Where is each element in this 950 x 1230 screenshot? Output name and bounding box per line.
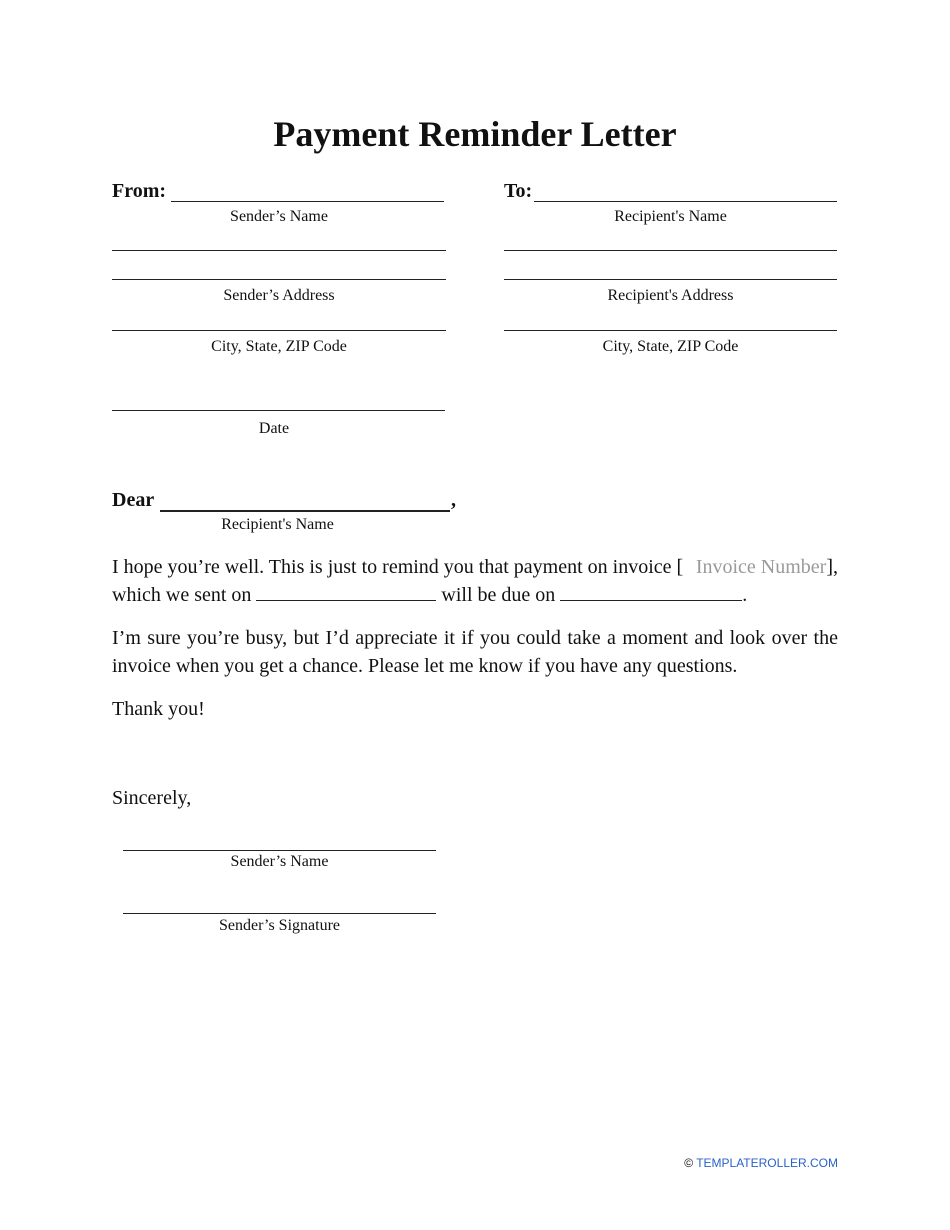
recipient-address-line2-field[interactable]: [504, 279, 837, 280]
closing-sender-name-field[interactable]: [123, 850, 436, 851]
sender-name-caption: Sender’s Name: [230, 208, 328, 225]
sender-address-line2-field[interactable]: [112, 279, 446, 280]
sender-name-field[interactable]: [171, 201, 444, 202]
paragraph-2: I’m sure you’re busy, but I’d appreciate it if you could take a moment and look over the invoice when you get a chance. Please let me know if you have any questions.: [112, 627, 838, 677]
sender-signature-caption: Sender’s Signature: [218, 917, 340, 934]
recipient-city-state-zip-field[interactable]: [504, 330, 837, 331]
sender-city-state-zip-caption: City, State, ZIP Code: [211, 338, 347, 355]
closing-sender-name-caption: Sender’s Name: [230, 853, 329, 870]
sender-address-line1-field[interactable]: [112, 250, 446, 251]
sincerely-text: Sincerely,: [112, 787, 192, 809]
paragraph-1: [112, 553, 838, 609]
salutation-comma: ,: [451, 489, 456, 511]
recipient-address-caption: Recipient's Address: [607, 287, 734, 304]
from-label: From:: [112, 180, 167, 202]
due-on-label: will be due on: [441, 584, 556, 606]
salutation-recipient-caption: Recipient's Name: [221, 516, 334, 533]
invoice-number-placeholder[interactable]: Invoice Number: [695, 556, 827, 578]
page-title: Payment Reminder Letter: [273, 114, 677, 154]
paragraph-1-start: I hope you’re well. This is just to remind you that payment on invoice [: [112, 556, 684, 578]
due-on-date-field[interactable]: [560, 582, 742, 601]
footer-credit: [684, 1155, 838, 1171]
sender-address-caption: Sender’s Address: [223, 287, 335, 304]
recipient-name-field[interactable]: [534, 201, 837, 202]
date-caption: Date: [258, 420, 290, 437]
paragraph-1-line-2: [112, 581, 838, 609]
sender-signature-field[interactable]: [123, 913, 436, 914]
recipient-address-line1-field[interactable]: [504, 250, 837, 251]
paragraph-3: Thank you!: [112, 698, 205, 720]
sent-on-date-field[interactable]: [256, 582, 436, 601]
paragraph-1-line-1: [112, 553, 838, 581]
templateroller-link[interactable]: TEMPLATEROLLER.COM: [696, 1156, 838, 1170]
to-label: To:: [504, 180, 533, 202]
sender-city-state-zip-field[interactable]: [112, 330, 446, 331]
date-field[interactable]: [112, 410, 445, 411]
recipient-city-state-zip-caption: City, State, ZIP Code: [602, 338, 739, 355]
invoice-number-group: [696, 553, 838, 581]
dear-label: Dear: [112, 489, 155, 511]
recipient-name-caption: Recipient's Name: [614, 208, 727, 225]
paragraph-1-end: ],: [826, 556, 838, 578]
copyright-icon: ©: [684, 1156, 694, 1170]
paragraph-1-period: .: [742, 584, 748, 606]
salutation-recipient-field[interactable]: [160, 510, 450, 512]
sent-on-label: which we sent on: [112, 584, 252, 606]
